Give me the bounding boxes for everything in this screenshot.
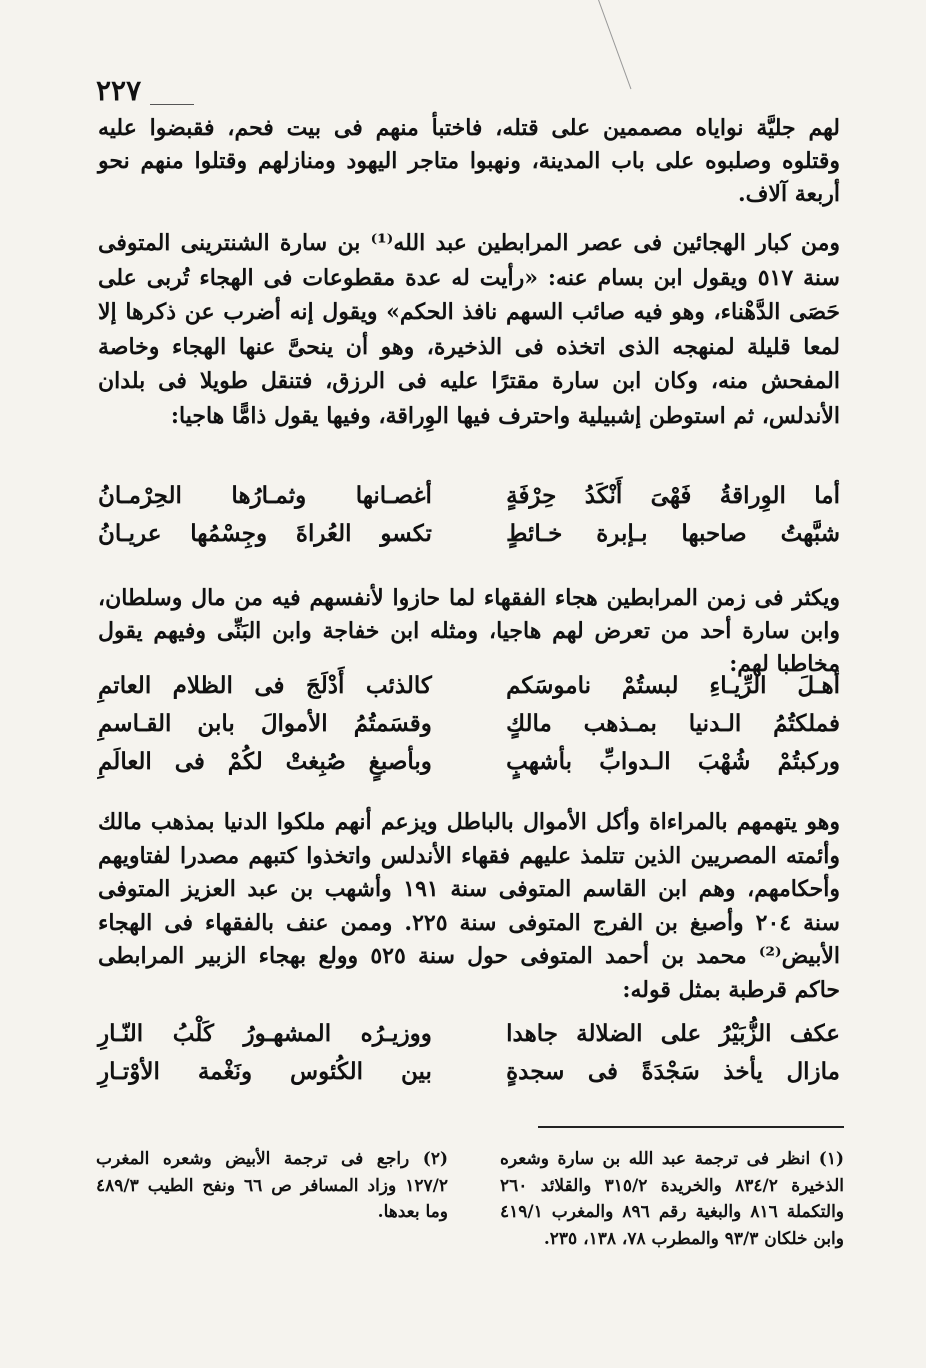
paragraph-text: ويكثر فى زمن المرابطين هجاء الفقهاء لما حازوا لأنفسهم فيه من مال وسلطان، وابن سارة أحد من تعرض لهم هاجيا، ومثله ابن خفاجة وابن البَنِّى وفيهم يقول مخاطبا لهم: <box>98 585 840 677</box>
verse-first-hemistich: وركبتُمْ شُهْبَ الـدوابِّ بأشهبٍ <box>506 747 840 775</box>
verse-first-hemistich: أهـلَ الرِّيـاءِ لبستُمْ ناموسَكم <box>506 671 840 699</box>
verse-line <box>98 1014 840 1052</box>
footnote-2: (٢) راجع فى ترجمة الأبيض وشعره المغرب ١٢٧/٢ وزاد المسافر ص ٦٦ ونفح الطيب ٤٨٩/٣ وما بعدها. <box>96 1149 448 1222</box>
verse-line <box>98 666 840 704</box>
verse-second-hemistich: بين الكُئوس ونَغْمة الأوْتـارِ <box>98 1057 432 1085</box>
verse-first-hemistich: فملكتُمُ الـدنيا بمـذهب مالكٍ <box>506 709 840 737</box>
verse-block-wiraqa <box>98 476 840 552</box>
verse-second-hemistich: ووزيـرُه المشهـورُ كَلْبُ النّـارِ <box>98 1019 432 1047</box>
verse-first-hemistich: شبَّهتُ صاحبها بـإبرة خـائطٍ <box>506 519 840 547</box>
verse-line <box>98 514 840 552</box>
verse-line <box>98 476 840 514</box>
verse-line <box>98 1052 840 1090</box>
paragraph-text: لهم جليَّة نواياه مصممين على قتله، فاختبأ منهم فى بيت فحم، فقبضوا عليه وقتلوه وصلبوه على باب المدينة، ونهبوا متاجر اليهود ومنازلهم وقتلوا منهم نحو أربعة آلاف. <box>98 115 840 207</box>
paragraph-intro <box>98 112 840 211</box>
verse-block-riya <box>98 666 840 780</box>
verse-line <box>98 742 840 780</box>
verse-second-hemistich: وقسَمتُمُ الأموالَ بابن القـاسمِ <box>98 709 432 737</box>
page-number: ٢٢٧ <box>96 74 142 107</box>
verse-second-hemistich: تكسو العُراةَ وجِسْمُها عريـانُ <box>98 519 432 547</box>
verse-line <box>98 704 840 742</box>
footnote-separator <box>538 1126 844 1128</box>
footnote-1: (١) انظر فى ترجمة عبد الله بن سارة وشعره الذخيرة ٨٣٤/٢ والخريدة ٣١٥/٢ والقلائد ٢٦٠ والتكملة ٨١٦ والبغية رقم ٨٩٦ والمغرب ٤١٩/١ وابن خلكان ٩٣/٣ والمطرب ٧٨، ١٣٨، ٢٣٥. <box>500 1149 845 1249</box>
verse-second-hemistich: أغصـانها وثمـارُها الحِرْمـانُ <box>98 481 432 509</box>
paragraph-text: ومن كبار الهجائين فى عصر المرابطين عبد الله⁽¹⁾ بن سارة الشنترينى المتوفى سنة ٥١٧ ويقول ابن بسام عنه: «رأيت له عدة مقطوعات فى الهجاء تُربى على حَصَى الدَّهْناء، وهو فيه صائب السهم نافذ الحكم» ويقول إنه أضرب عن ذكرها إلا لمعا قليلة لمنهجه الذى اتخذه فى الذخيرة، وهو أن ينحىَّ عنها الهجاء وخاصة المفحش منه، وكان ابن سارة مقترًا عليه فى الرزق، فتنقل طويلا فى بلدان الأندلس، ثم استوطن إشبيلية واحترف فيها الوِراقة، وفيها يقول ذامًّا هاجيا: <box>98 230 840 429</box>
verse-first-hemistich: أما الوِراقةُ فَهْىَ أَنْكَدُ حِرْفَةٍ <box>506 481 840 509</box>
verse-first-hemistich: مازال يأخذ سَجْدَةً فى سجدةٍ <box>506 1057 840 1085</box>
scan-artifact-line <box>598 0 631 89</box>
verse-first-hemistich: عكف الزُّبَيْرُ على الضلالة جاهدا <box>506 1019 840 1047</box>
paragraph-accusation <box>98 806 840 1007</box>
paragraph-text: وهو يتهمهم بالمراءاة وأكل الأموال بالباطل ويزعم أنهم ملكوا الدنيا بمذهب مالك وأئمته المصريين الذين تتلمذ عليهم فقهاء الأندلس واتخذوا كتبهم مصدرا لفتاويهم وأحكامهم، وهم ابن القاسم المتوفى سنة ١٩١ وأشهب بن عبد العزيز المتوفى سنة ٢٠٤ وأصبغ بن الفرج المتوفى سنة ٢٢٥. وممن عنف بالفقهاء فى الهجاء الأبيض⁽²⁾ محمد بن أحمد المتوفى حول سنة ٥٢٥ وولع بهجاء الزبير المرابطى حاكم قرطبة بمثل قوله: <box>98 809 840 1003</box>
verse-block-zubayr <box>98 1014 840 1090</box>
header-rule <box>150 104 194 105</box>
paragraph-ibn-sara <box>98 226 840 433</box>
verse-second-hemistich: وبأصبغٍ صُبِغتْ لكُمْ فى العالَمِ <box>98 747 432 775</box>
verse-second-hemistich: كالذئب أَدْلَجَ فى الظلام العاتمِ <box>98 671 432 699</box>
